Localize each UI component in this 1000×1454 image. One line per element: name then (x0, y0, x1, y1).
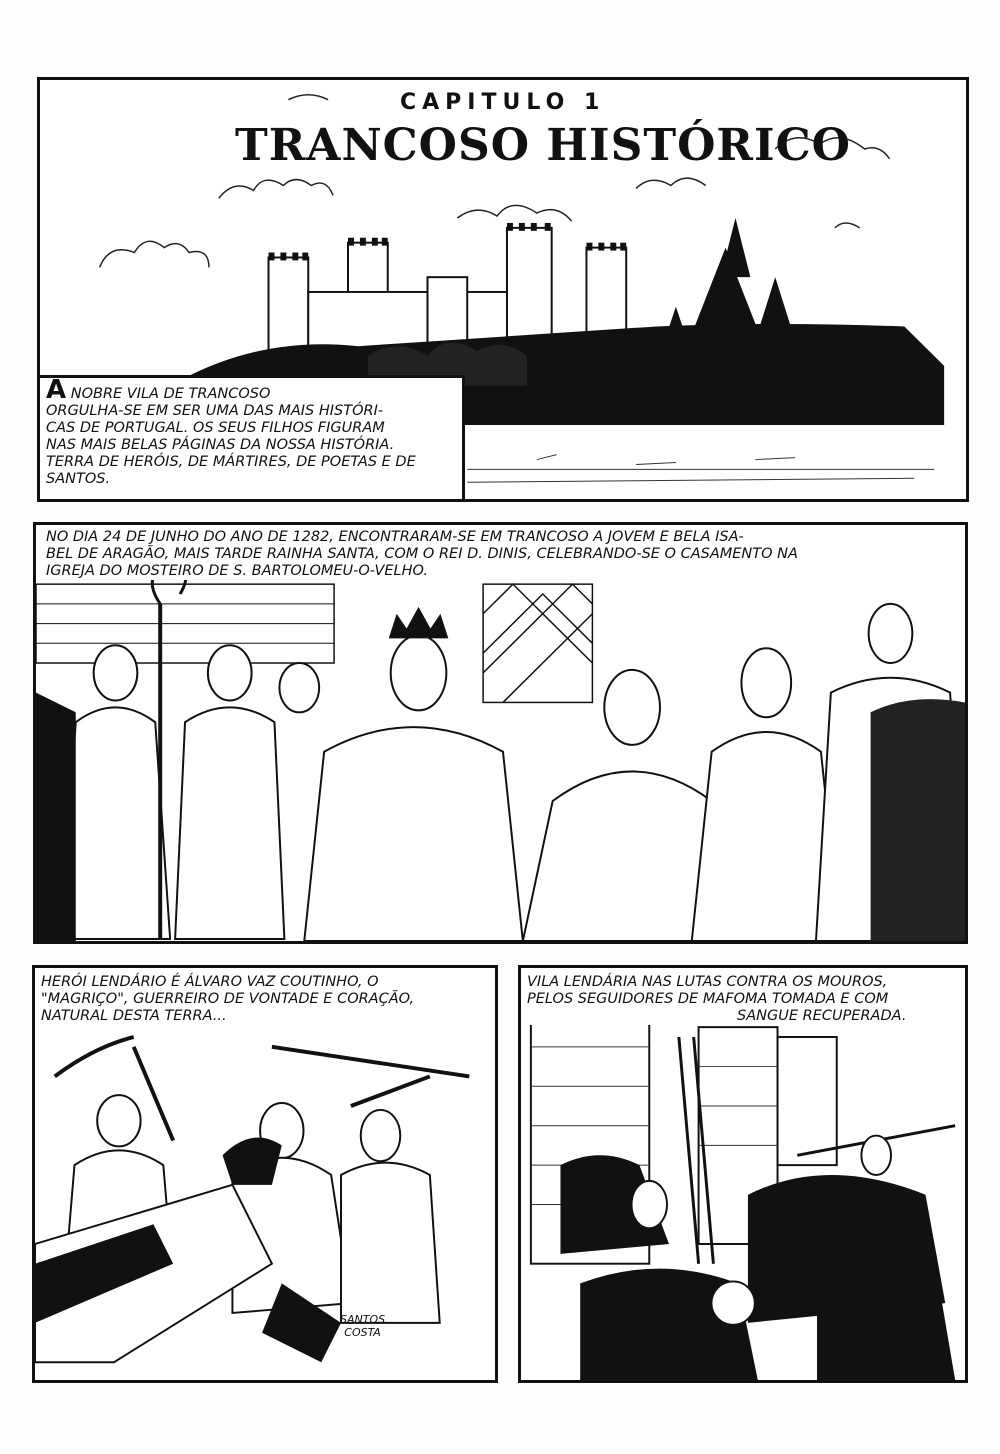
caption-line: ORGULHA-SE EM SER UMA DAS MAIS HISTÓRI- (46, 403, 384, 419)
caption-line: CAS DE PORTUGAL. OS SEUS FILHOS FIGURAM (46, 420, 385, 436)
chapter-heading: CAPITULO 1 (400, 90, 606, 115)
caption-box (40, 375, 465, 502)
caption-text: NOBRE VILA DE TRANCOSO (70, 386, 271, 402)
battle-illustration (35, 968, 495, 1380)
artist-signature (340, 1313, 385, 1339)
caption-box (46, 529, 961, 580)
panel-magrico (32, 965, 498, 1383)
caption-line: VILA LENDÁRIA NAS LUTAS CONTRA OS MOUROS, (527, 974, 888, 990)
caption-line: BEL DE ARAGÃO, MAIS TARDE RAINHA SANTA, COM O REI D. DINIS, CELEBRANDO-SE O CASAMENTO NA (46, 546, 798, 562)
caption-line: TERRA DE HERÓIS, DE MÁRTIRES, DE POETAS E DE (46, 454, 416, 470)
siege-illustration (521, 968, 965, 1380)
caption-line: HERÓI LENDÁRIO É ÁLVARO VAZ COUTINHO, O (41, 974, 379, 990)
caption-line: SANGUE RECUPERADA. (737, 1008, 907, 1024)
caption-box (41, 974, 491, 1025)
signature-line: SANTOS (340, 1313, 386, 1326)
drop-cap: A (46, 375, 67, 405)
wedding-illustration (36, 525, 965, 941)
panel-castle (37, 77, 969, 502)
caption-line: NATURAL DESTA TERRA... (41, 1008, 227, 1024)
caption-line: NAS MAIS BELAS PÁGINAS DA NOSSA HISTÓRIA. (46, 437, 395, 453)
panel-wedding (33, 522, 968, 944)
caption-line: SANTOS. (46, 471, 111, 487)
caption-line (46, 375, 456, 405)
caption-line: NO DIA 24 DE JUNHO DO ANO DE 1282, ENCONTRARAM-SE EM TRANCOSO A JOVEM E BELA ISA- (46, 529, 744, 545)
page-title: TRANCOSO HISTÓRICO (235, 120, 851, 171)
panel-siege (518, 965, 968, 1383)
signature-line: COSTA (344, 1326, 381, 1339)
caption-line: "MAGRIÇO", GUERREIRO DE VONTADE E CORAÇÃO, (41, 991, 415, 1007)
caption-line: IGREJA DO MOSTEIRO DE S. BARTOLOMEU-O-VELHO. (46, 563, 428, 579)
caption-box (527, 974, 967, 1025)
caption-line: PELOS SEGUIDORES DE MAFOMA TOMADA E COM (527, 991, 889, 1007)
